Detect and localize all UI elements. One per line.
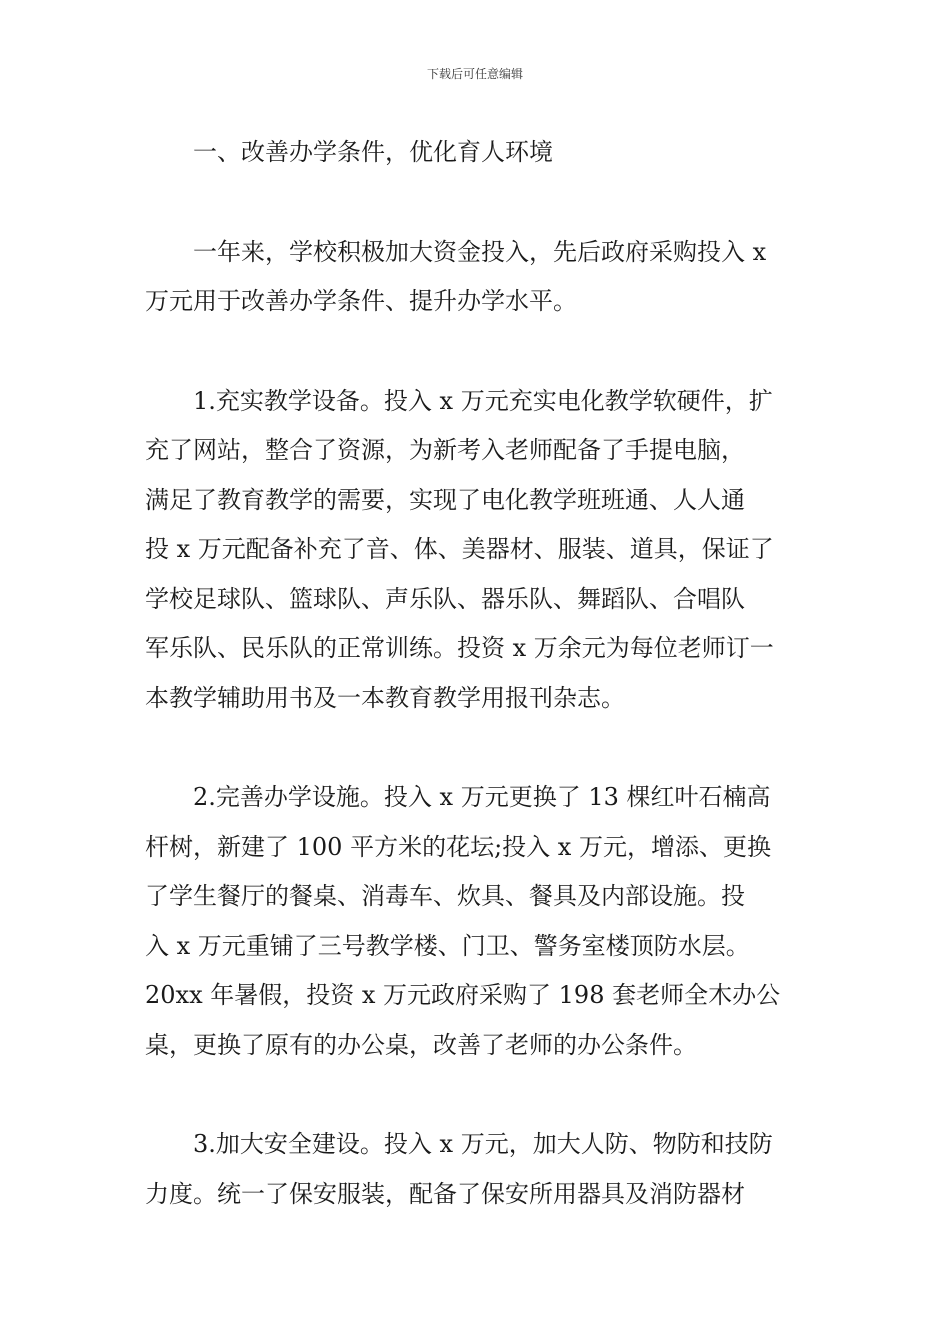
page-header-note: 下载后可任意编辑 — [426, 67, 523, 81]
paragraph-line: 1.充实教学设备。投入 x 万元充实电化教学软硬件，扩 — [193, 386, 773, 415]
section-heading — [145, 128, 825, 178]
paragraph-line: 军乐队、民乐队的正常训练。投资 x 万余元为每位老师订一 — [145, 634, 774, 662]
paragraph-line: 万元用于改善办学条件、提升办学水平。 — [145, 287, 577, 315]
paragraph-line: 桌，更换了原有的办公桌，改善了老师的办公条件。 — [145, 1030, 697, 1059]
section-heading-text: 一、改善办学条件，优化育人环境 — [193, 138, 553, 166]
paragraph-line: 学校足球队、篮球队、声乐队、器乐队、舞蹈队、合唱队 — [145, 584, 745, 613]
paragraph-line: 力度。统一了保安服装，配备了保安所用器具及消防器材 — [145, 1179, 745, 1208]
paragraph-line: 2.完善办学设施。投入 x 万元更换了 13 棵红叶石楠高 — [193, 783, 771, 811]
paragraph-line: 一年来，学校积极加大资金投入，先后政府采购投入 x — [193, 237, 767, 266]
paragraph-line: 本教学辅助用书及一本教育教学用报刊杂志。 — [145, 683, 625, 712]
paragraph-line: 杆树，新建了 100 平方米的花坛;投入 x 万元，增添、更换 — [145, 832, 771, 861]
paragraph-line: 投 x 万元配备补充了音、体、美器材、服装、道具，保证了 — [145, 535, 774, 563]
paragraph-safety-construction — [145, 1120, 825, 1219]
paragraph-line: 3.加大安全建设。投入 x 万元，加大人防、物防和技防 — [193, 1130, 773, 1158]
paragraph-line: 了学生餐厅的餐桌、消毒车、炊具、餐具及内部设施。投 — [145, 882, 745, 910]
paragraph-line: 满足了教育教学的需要，实现了电化教学班班通、人人通 — [145, 485, 745, 514]
document-body — [145, 128, 825, 1269]
paragraph-line: 20xx 年暑假，投资 x 万元政府采购了 198 套老师全木办公 — [145, 981, 781, 1009]
paragraph-teaching-equipment — [145, 377, 825, 724]
paragraph-line: 充了网站，整合了资源，为新考入老师配备了手提电脑， — [145, 436, 745, 464]
paragraph-school-facilities — [145, 773, 825, 1070]
paragraph-line: 入 x 万元重铺了三号教学楼、门卫、警务室楼顶防水层。 — [145, 931, 750, 960]
paragraph-intro — [145, 228, 825, 327]
